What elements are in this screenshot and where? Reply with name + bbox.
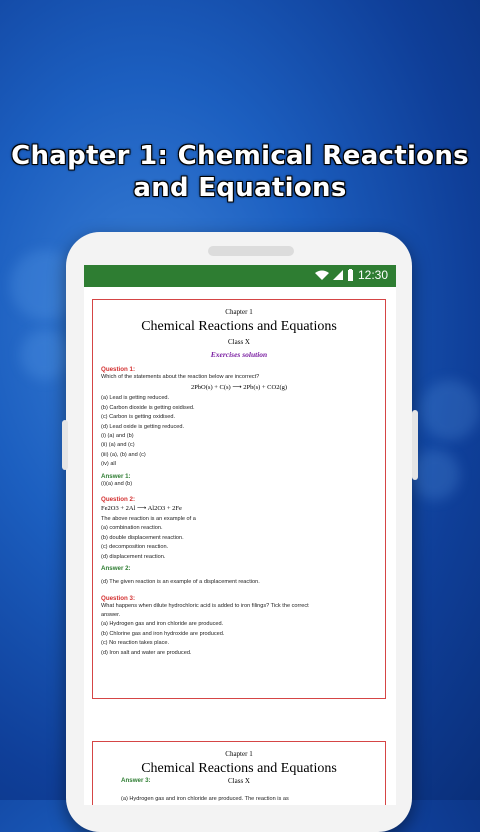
battery-icon — [347, 269, 354, 281]
phone-side-button — [62, 420, 68, 470]
class-label: Class X — [228, 338, 250, 346]
question-3-option: (d) Iron salt and water are produced. — [101, 649, 192, 656]
wifi-icon — [315, 270, 329, 280]
answer-3-text: (a) Hydrogen gas and iron chloride are produced. The reaction is as — [121, 796, 289, 802]
headline-line-1: Chapter 1: Chemical Reactions — [11, 141, 469, 171]
question-1-choice: (ii) (a) and (c) — [101, 442, 135, 449]
question-3-text: What happens when dilute hydrochloric acid is added to iron filings? Tick the correct — [101, 602, 309, 609]
document-title: Chemical Reactions and Equations — [141, 761, 337, 776]
question-3-option: (b) Chlorine gas and iron hydroxide are produced. — [101, 630, 225, 637]
status-bar — [84, 265, 396, 287]
chapter-label: Chapter 1 — [225, 308, 253, 316]
document-page-1[interactable] — [92, 299, 386, 699]
question-1-choice: (iii) (a), (b) and (c) — [101, 451, 146, 458]
question-3-option: (c) No reaction takes place. — [101, 640, 170, 647]
promo-headline — [0, 140, 480, 204]
signal-icon — [333, 270, 343, 280]
question-2-equation: Fe2O3 + 2Al ⟶ Al2O3 + 2Fe — [101, 505, 182, 513]
question-3-option: (a) Hydrogen gas and iron chloride are produced. — [101, 621, 224, 628]
answer-2-heading: Answer 2: — [101, 565, 131, 573]
question-2-option: (b) double displacement reaction. — [101, 534, 184, 541]
headline-line-2: and Equations — [133, 173, 347, 203]
status-icons — [315, 268, 388, 282]
answer-2-text: (d) The given reaction is an example of a displacement reaction. — [101, 579, 260, 586]
question-1-option: (b) Carbon dioxide is getting oxidised. — [101, 404, 195, 411]
question-2-heading: Question 2: — [101, 496, 136, 504]
answer-1-text: (i)(a) and (b) — [101, 480, 133, 487]
document-title: Chemical Reactions and Equations — [141, 319, 337, 334]
bokeh-light — [420, 380, 480, 440]
chapter-label: Chapter 1 — [225, 750, 253, 758]
question-3-heading: Question 3: — [101, 594, 136, 602]
question-2-text: The above reaction is an example of a — [101, 516, 196, 523]
phone-side-button — [412, 410, 418, 480]
exercises-heading: Exercises solution — [210, 350, 268, 359]
question-1-option: (a) Lead is getting reduced. — [101, 395, 170, 402]
question-3-text: answer. — [101, 611, 121, 618]
question-1-equation: 2PbO(s) + C(s) ⟶ 2Pb(s) + CO2(g) — [190, 384, 288, 392]
question-1-text: Which of the statements about the reaction below are incorrect? — [101, 374, 260, 380]
question-1-choice: (i) (a) and (b) — [101, 433, 134, 440]
question-2-option: (c) decomposition reaction. — [101, 544, 169, 551]
document-page-2[interactable] — [92, 741, 386, 805]
question-1-heading: Question 1: — [101, 366, 136, 373]
question-1-option: (d) Lead oxide is getting reduced. — [101, 423, 185, 430]
question-1-choice: (iv) all — [101, 461, 116, 468]
answer-3-heading: Answer 3: — [121, 777, 151, 784]
bokeh-light — [20, 330, 70, 380]
question-1-option: (c) Carbon is getting oxidised. — [101, 414, 175, 421]
phone-screen[interactable] — [84, 265, 396, 805]
answer-1-heading: Answer 1: — [101, 472, 131, 480]
question-2-option: (a) combination reaction. — [101, 525, 163, 532]
phone-speaker — [208, 246, 294, 256]
class-label: Class X — [228, 777, 250, 785]
question-2-option: (d) displacement reaction. — [101, 553, 166, 560]
status-time: 12:30 — [357, 268, 388, 282]
